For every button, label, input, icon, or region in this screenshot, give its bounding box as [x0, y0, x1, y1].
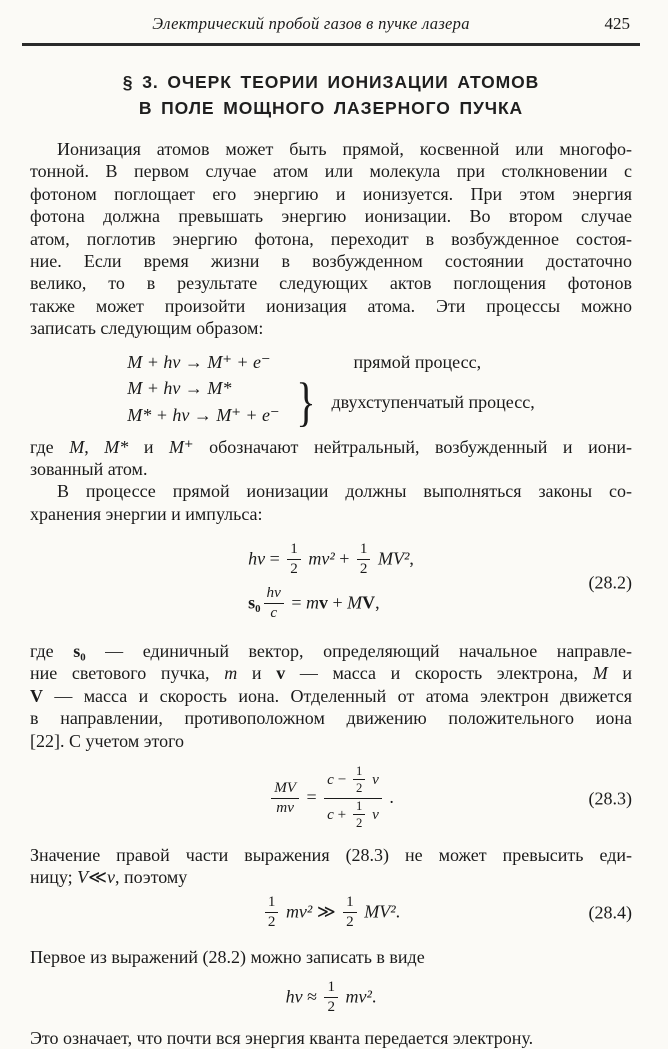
paragraph-intro: Ионизация атомов может быть прямой, косвенной или многофо- тонной. В первом случае атом или молекула при столкновении с фотоном поглощает его энергию и ионизуется. При этом энергия фотона должна превышать энергию ионизации. Во втором случае атом, поглотив энергию фотона, переходит в возбужденное состоя- ние. Если время жизни в возбужденном состоянии достаточно велико, то в результате следующих актов поглощения фотонов также может произойти ионизация атома. Эти процессы можно записать следующим образом: [30, 139, 632, 339]
reaction-scheme [30, 349, 632, 432]
equation-28-4-body: $\frac{1}{2}$ mv² ≫ $\frac{1}{2}$ MV². [262, 895, 400, 932]
paragraph-ratio-limit: Значение правой части выражения (28.3) не может превысить еди- ницу; V≪v, поэтому [30, 844, 632, 888]
reaction-two-step-label: двухступенчатый процесс, [331, 391, 535, 412]
reaction-excitation: M + hν → M* [127, 378, 232, 399]
reaction-direct: M + hν → M⁺ + e⁻ [127, 351, 271, 372]
equation-28-3-body: $\frac{MV}{mv}$ = c − $\frac{1}{2}$ v c + $\frac{1}{2}$ v . [268, 766, 394, 832]
equation-28-2 [30, 535, 632, 630]
section-heading-line2: В ПОЛЕ МОЩНОГО ЛАЗЕРНОГО ПУЧКА [138, 98, 524, 118]
running-title: Электрический пробой газов в пучке лазера [152, 14, 470, 33]
equation-number-28-4: (28.4) [588, 902, 632, 923]
equation-number-28-3: (28.3) [588, 788, 632, 809]
equation-number-28-2: (28.2) [588, 572, 632, 593]
equation-28-2-energy: hν = $\frac{1}{2}$ mv² + $\frac{1}{2}$ MV², [248, 541, 414, 578]
section-heading [30, 69, 632, 121]
reaction-direct-label: прямой процесс, [353, 351, 482, 372]
paragraph-conclusion: Это означает, что почти вся энергия кванта передается электрону. [30, 1027, 534, 1048]
paragraph-vector-definitions: где s₀ — единичный вектор, определяющий начальное направле- ние светового пучка, m и v — масса и скорость электрона, M и V — масса и скорость иона. Отделенный от атома электрон движется в направлении, противоположном движению положительного иона [22]. С учетом этого [30, 641, 632, 751]
paragraph-conservation: В процессе прямой ионизации должны выполняться законы со- хранения энергии и импульса: [30, 481, 632, 524]
equation-hv-approx-body: hν ≈ $\frac{1}{2}$ mv². [285, 979, 377, 1015]
section-heading-line1: § 3. ОЧЕРК ТЕОРИИ ИОНИЗАЦИИ АТОМОВ [122, 72, 540, 92]
page-header [30, 14, 632, 40]
header-rule [22, 43, 640, 46]
reaction-stepwise-ionization: M* + hν → M⁺ + e⁻ [127, 405, 280, 426]
brace-icon: } [295, 371, 316, 432]
paragraph-rewrite-intro: Первое из выражений (28.2) можно записать в виде [30, 946, 425, 967]
paragraph-notation: где M, M* и M⁺ обозначают нейтральный, возбужденный и иони- зованный атом. [30, 436, 632, 480]
page-number: 425 [604, 14, 630, 33]
equation-hv-approx [30, 980, 632, 1017]
equation-28-3 [30, 766, 632, 832]
equation-28-2-momentum: s₀ $\frac{h\nu}{c}$ = mv + MV, [248, 585, 380, 622]
equation-28-4 [30, 895, 632, 932]
